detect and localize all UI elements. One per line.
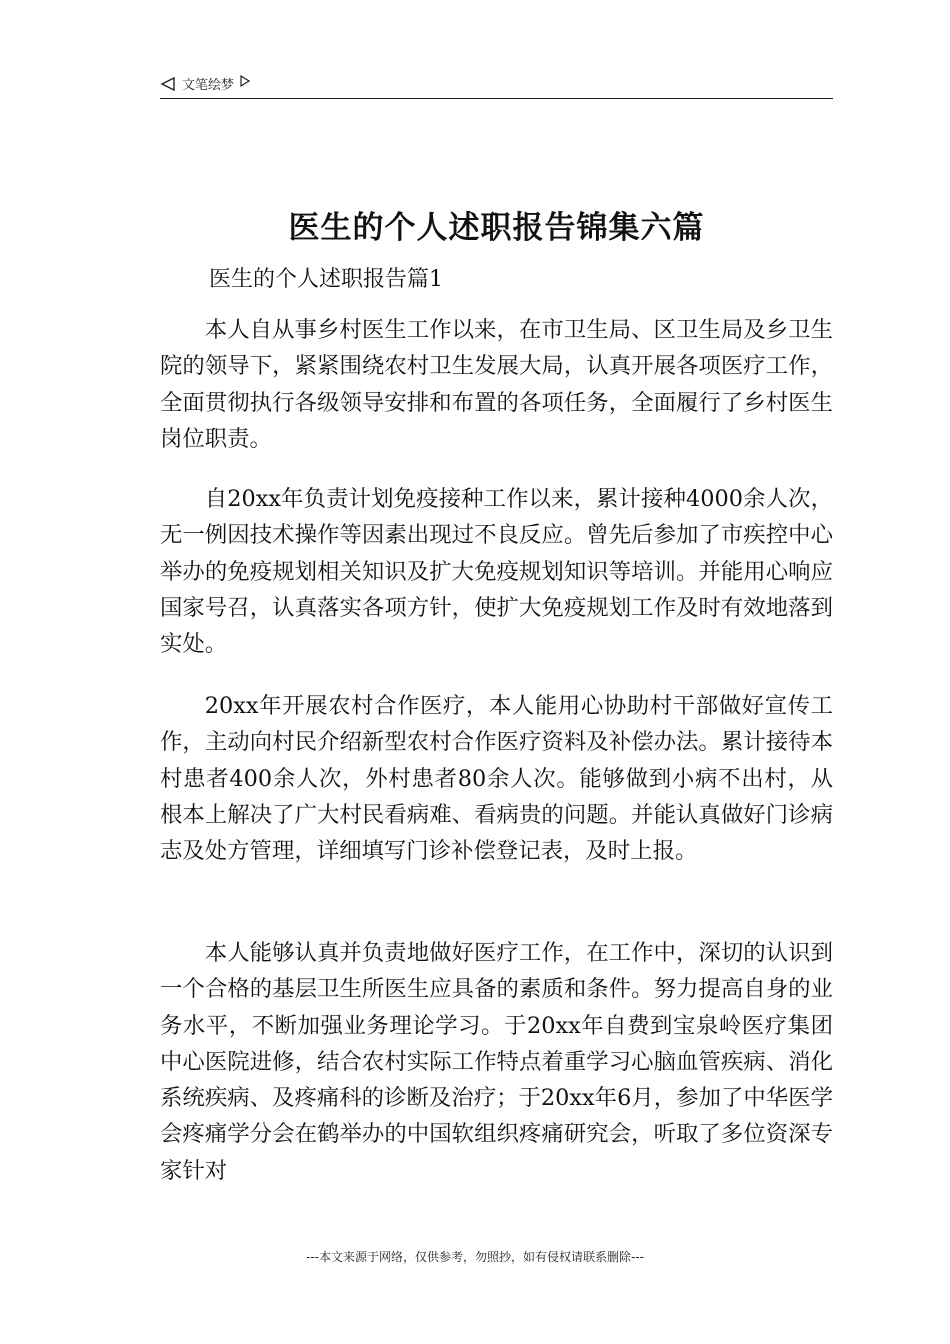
footer-notice: ---本文来源于网络，仅供参考，勿照抄，如有侵权请联系删除--- [306,1250,644,1264]
header-brand-text: 文笔绘梦 [182,78,235,93]
page-header [160,68,833,99]
document-title: 医生的个人述职报告锦集六篇 [288,210,705,246]
document-subtitle: 医生的个人述职报告篇1 [209,267,443,292]
paragraph-2: 自20xx年负责计划免疫接种工作以来，累计接种4000余人次，无一例因技术操作等因素出现过不良反应。曾先后参加了市疾控中心举办的免疫规划相关知识及扩大免疫规划知识等培训。并能用心响应国家号召，认真落实各项方针，使扩大免疫规划工作及时有效地落到实处。 [160,486,833,658]
paragraph-1: 本人自从事乡村医生工作以来，在市卫生局、区卫生局及乡卫生院的领导下，紧紧围绕农村卫生发展大局，认真开展各项医疗工作，全面贯彻执行各级领导安排和布置的各项任务，全面履行了乡村医生岗位职责。 [160,317,833,452]
header-brand-group [160,74,250,93]
paragraph-4: 本人能够认真并负责地做好医疗工作，在工作中，深切的认识到一个合格的基层卫生所医生应具备的素质和条件。努力提高自身的业务水平，不断加强业务理论学习。于20xx年自费到宝泉岭医疗集团中心医院进修，结合农村实际工作特点着重学习心脑血管疾病、消化系统疾病、及疼痛科的诊断及治疗；于20xx年6月，参加了中华医学会疼痛学分会在鹤举办的中国软组织疼痛研究会，听取了多位资深专家针对 [160,940,833,1184]
paragraph-3: 20xx年开展农村合作医疗，本人能用心协助村干部做好宣传工作，主动向村民介绍新型农村合作医疗资料及补偿办法。累计接待本村患者400余人次，外村患者80余人次。能够做到小病不出村，从根本上解决了广大村民看病难、看病贵的问题。并能认真做好门诊病志及处方管理，详细填写门诊补偿登记表，及时上报。 [160,693,833,865]
triangle-left-icon [160,76,176,92]
triangle-right-icon [240,75,250,87]
